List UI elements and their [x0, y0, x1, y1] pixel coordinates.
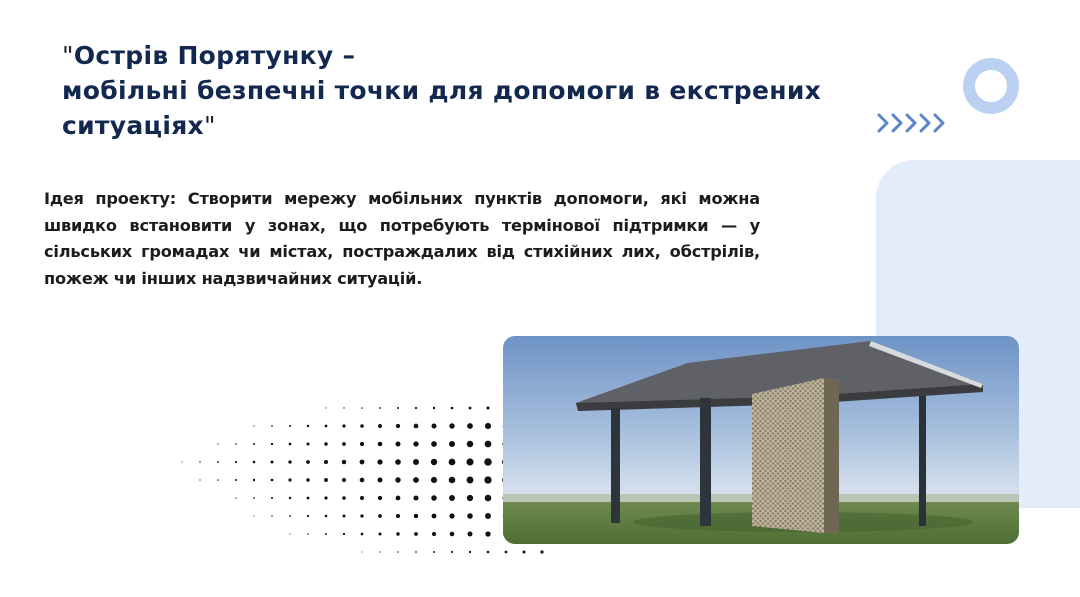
halftone-dot [451, 551, 453, 553]
halftone-dot [485, 495, 492, 502]
halftone-dot [414, 532, 418, 536]
halftone-dot [485, 441, 492, 448]
halftone-dot [253, 515, 254, 516]
halftone-dot [431, 441, 437, 447]
halftone-dot [485, 531, 490, 536]
halftone-dot [414, 424, 419, 429]
halftone-dot [469, 551, 471, 553]
halftone-dot [377, 477, 382, 482]
halftone-dot [342, 460, 346, 464]
halftone-dot [217, 461, 219, 463]
halftone-dot [289, 443, 292, 446]
halftone-dot [342, 424, 345, 427]
halftone-dot [396, 424, 400, 428]
halftone-dot [378, 496, 382, 500]
halftone-dot [342, 478, 346, 482]
halftone-dot [342, 442, 346, 446]
halftone-dot [289, 425, 291, 427]
halftone-dots [120, 398, 560, 568]
halftone-dot [235, 497, 236, 498]
halftone-dot [469, 407, 472, 410]
halftone-dot [325, 407, 326, 408]
chevrons-right-icon [876, 110, 956, 136]
halftone-dot [325, 425, 328, 428]
halftone-dot [468, 532, 473, 537]
halftone-dot [467, 495, 473, 501]
title-open-quote: " [62, 41, 74, 70]
halftone-dot [199, 461, 200, 462]
halftone-dot [235, 443, 237, 445]
halftone-dot [271, 515, 272, 516]
halftone-dot [415, 407, 417, 409]
halftone-dot [449, 477, 456, 484]
halftone-dot [467, 423, 473, 429]
halftone-dot [505, 551, 508, 554]
slide-title [62, 38, 822, 143]
halftone-dot [361, 551, 362, 552]
halftone-dot [378, 424, 382, 428]
halftone-dot [271, 425, 273, 427]
halftone-dot [324, 460, 328, 464]
halftone-dot [289, 497, 291, 499]
halftone-dot [449, 513, 454, 518]
halftone-dot [413, 441, 418, 446]
halftone-dot [360, 478, 365, 483]
halftone-dot [253, 425, 254, 426]
halftone-dot [377, 459, 382, 464]
halftone-dot [413, 477, 419, 483]
halftone-dot [485, 423, 491, 429]
halftone-dot [288, 478, 291, 481]
title-line-2: мобільні безпечні точки для допомоги в екстрених [62, 76, 822, 105]
halftone-dot [467, 477, 474, 484]
halftone-dot [343, 533, 345, 535]
halftone-dot [451, 407, 454, 410]
halftone-dot [433, 407, 435, 409]
halftone-dot [396, 514, 400, 518]
halftone-dot [396, 496, 401, 501]
halftone-dot [485, 513, 491, 519]
halftone-dot [378, 514, 382, 518]
halftone-dot [449, 423, 454, 428]
halftone-dot [449, 441, 455, 447]
halftone-dot [324, 442, 327, 445]
halftone-dot [271, 461, 274, 464]
halftone-dot [253, 461, 256, 464]
halftone-dot [396, 442, 401, 447]
shelter-illustration [503, 336, 1019, 544]
halftone-dot [217, 479, 219, 481]
halftone-dot [449, 459, 456, 466]
halftone-dot [466, 458, 473, 465]
halftone-dot [361, 533, 364, 536]
halftone-dot [343, 515, 346, 518]
halftone-dot [342, 496, 346, 500]
halftone-dot [253, 497, 255, 499]
halftone-dot [324, 496, 327, 499]
halftone-dot [450, 532, 455, 537]
halftone-dot [271, 443, 273, 445]
shelter-image [503, 336, 1019, 544]
halftone-dot [486, 406, 489, 409]
halftone-dot [360, 442, 364, 446]
project-idea-text: Ідея проекту: Створити мережу мобільних пунктів допомоги, які можна швидко встановити у зонах, що потребують термінової підтримки — у сільських громадах чи містах, постраждалих від стихійних лих, обстрілів, пожеж чи інших надзвичайних ситуацій. [44, 189, 760, 288]
halftone-dot [360, 424, 364, 428]
halftone-dot [181, 461, 182, 462]
halftone-dot [414, 514, 418, 518]
halftone-dot [217, 443, 218, 444]
halftone-dot [397, 407, 399, 409]
halftone-dot [413, 459, 419, 465]
halftone-dot [378, 532, 381, 535]
halftone-dot [395, 459, 401, 465]
halftone-dot [431, 477, 437, 483]
halftone-dot [360, 496, 364, 500]
halftone-dot [467, 513, 473, 519]
halftone-dot [415, 551, 417, 553]
halftone-dot [307, 425, 309, 427]
title-line-3: ситуаціях [62, 111, 204, 140]
halftone-dot [378, 442, 383, 447]
halftone-dot [253, 443, 255, 445]
halftone-dot [307, 497, 310, 500]
halftone-dot [360, 460, 365, 465]
halftone-dot [449, 495, 455, 501]
halftone-dot [325, 515, 328, 518]
halftone-dot [433, 551, 435, 553]
halftone-dot [253, 479, 255, 481]
halftone-dot [431, 495, 437, 501]
halftone-dot [307, 533, 309, 535]
halftone-dot [199, 479, 200, 480]
halftone-dot [235, 479, 237, 481]
title-close-quote: " [203, 111, 216, 140]
halftone-dot [540, 550, 543, 553]
halftone-dot [379, 551, 380, 552]
halftone-dot [523, 551, 526, 554]
title-line-1: Острів Порятунку – [73, 41, 356, 70]
halftone-dot [324, 478, 328, 482]
halftone-dot [431, 423, 436, 428]
halftone-dot [467, 441, 473, 447]
halftone-dot [395, 477, 400, 482]
halftone-dot [431, 459, 437, 465]
halftone-dot [306, 460, 310, 464]
halftone-dot [289, 515, 291, 517]
halftone-dot [343, 407, 344, 408]
halftone-dot [432, 514, 437, 519]
ring-icon [963, 58, 1019, 114]
halftone-dot [396, 532, 399, 535]
halftone-dot [484, 458, 492, 466]
halftone-dot [306, 442, 309, 445]
halftone-dot [487, 551, 490, 554]
halftone-dot [235, 461, 237, 463]
halftone-dot [361, 407, 363, 409]
halftone-dot [271, 497, 273, 499]
halftone-dot [484, 476, 491, 483]
halftone-dot [307, 515, 309, 517]
halftone-dot [432, 532, 436, 536]
halftone-dot [306, 478, 310, 482]
halftone-dot [360, 514, 363, 517]
halftone-dot [413, 495, 418, 500]
halftone-dot [379, 407, 381, 409]
halftone-dot [271, 479, 274, 482]
halftone-dot [397, 551, 399, 553]
halftone-dot [288, 460, 291, 463]
halftone-dot [325, 533, 327, 535]
halftone-dot [289, 533, 290, 534]
